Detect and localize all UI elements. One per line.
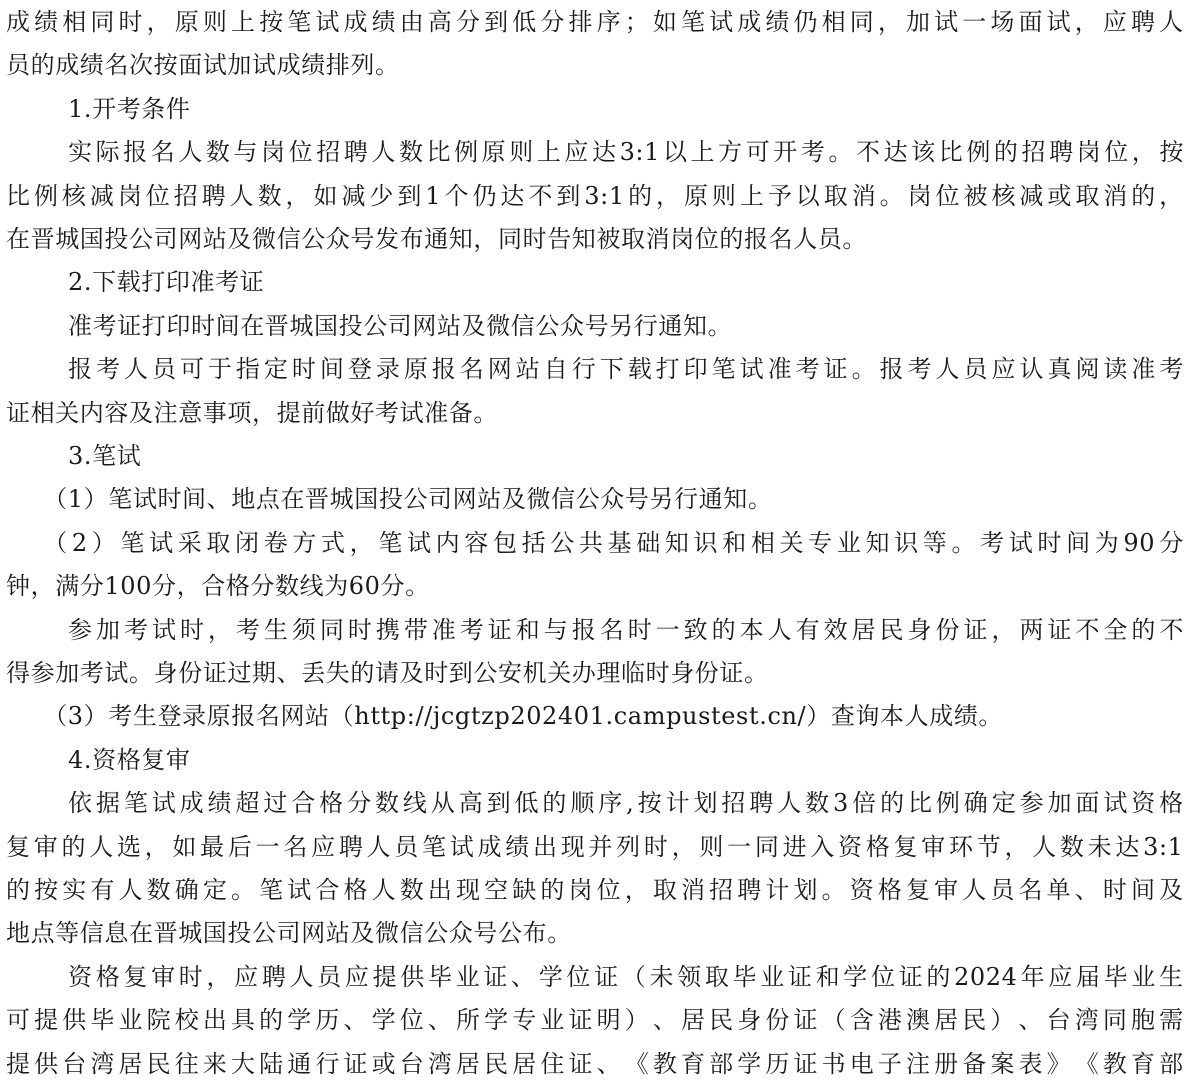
text-line: 钟，满分100分，合格分数线为60分。 (6, 572, 430, 601)
text-line: 在晋城国投公司网站及微信公众号发布通知，同时告知被取消岗位的报名人员。 (6, 225, 867, 253)
text-line: 资 格 复 审 时 ， 应 聘 人 员 应 提 供 毕 业 证 、 学 位 证 （ 未 领 取 毕 业 证 和 学 位 证 的 2024 年 应 届 毕 业 生 (68, 962, 1184, 991)
text-line: 报 考 人 员 可 于 指 定 时 间 登 录 原 报 名 网 站 自 行 下 载 打 印 笔 试 准 考 证 。 报 考 人 员 应 认 真 阅 读 准 考 (68, 355, 1184, 384)
text-line: 2.下载打印准考证 (68, 268, 265, 297)
text-line: 得参加考试。身份证过期、丢失的请及时到公安机关办理临时身份证。 (6, 659, 769, 687)
text-line: 依 据 笔 试 成 绩 超 过 合 格 分 数 线 从 高 到 低 的 顺 序 , 按 计 划 招 聘 人 数 3 倍 的 比 例 确 定 参 加 面 试 资 格 (68, 789, 1184, 818)
text-line: 地点等信息在晋城国投公司网站及微信公众号公布。 (6, 919, 572, 948)
text-line: 实 际 报 名 人 数 与 岗 位 招 聘 人 数 比 例 原 则 上 应 达 3:1 以 上 方 可 开 考 。 不 达 该 比 例 的 招 聘 岗 位 ， 按 (68, 138, 1184, 167)
text-line: 参 加 考 试 时 ， 考 生 须 同 时 携 带 准 考 证 和 与 报 名 时 一 致 的 本 人 有 效 居 民 身 份 证 ， 两 证 不 全 的 不 (68, 615, 1184, 644)
text-line: 复 审 的 人 选 ， 如 最 后 一 名 应 聘 人 员 笔 试 成 绩 出 现 并 列 时 ， 则 一 同 进 入 资 格 复 审 环 节 ， 人 数 未 达 3:1 (6, 832, 1184, 861)
text-line: 准考证打印时间在晋城国投公司网站及微信公众号另行通知。 (68, 311, 733, 340)
text-line: 成 绩 相 同 时 ， 原 则 上 按 笔 试 成 绩 由 高 分 到 低 分 排 序 ； 如 笔 试 成 绩 仍 相 同 ， 加 试 一 场 面 试 ， 应 聘 人 (6, 8, 1184, 36)
text-line: 提 供 台 湾 居 民 往 来 大 陆 通 行 证 或 台 湾 居 民 居 住 证 、 《 教 育 部 学 历 证 书 电 子 注 册 备 案 表 》 《 教 育 部 (6, 1049, 1184, 1078)
text-line: 员的成绩名次按面试加试成绩排列。 (6, 51, 400, 80)
text-line: 比 例 核 减 岗 位 招 聘 人 数 ， 如 减 少 到 1 个 仍 达 不 到 3:1 的 ， 原 则 上 予 以 取 消 。 岗 位 被 核 减 或 取 消 的 ， (6, 181, 1184, 210)
text-line: 可 提 供 毕 业 院 校 出 具 的 学 历 、 学 位 、 所 学 专 业 证 明 ） 、 居 民 身 份 证 （ 含 港 澳 居 民 ） 、 台 湾 同 胞 需 (6, 1006, 1184, 1035)
text-line: （ 2 ） 笔 试 采 取 闭 卷 方 式 ， 笔 试 内 容 包 括 公 共 基 础 知 识 和 相 关 专 业 知 识 等 。 考 试 时 间 为 90 分 (43, 528, 1184, 557)
text-line: （1）笔试时间、地点在晋城国投公司网站及微信公众号另行通知。 (43, 485, 773, 514)
text-line: 4.资格复审 (68, 745, 191, 774)
text-line: 1.开考条件 (68, 94, 191, 123)
text-line: 的 按 实 有 人 数 确 定 。 笔 试 合 格 人 数 出 现 空 缺 的 岗 位 ， 取 消 招 聘 计 划 。 资 格 复 审 人 员 名 单 、 时 间 及 (6, 876, 1184, 904)
text-line: 证相关内容及注意事项，提前做好考试准备。 (6, 398, 498, 427)
text-line: （3）考生登录原报名网站（http://jcgtzp202401.campustest.cn/）查询本人成绩。 (43, 702, 1004, 731)
text-line: 3.笔试 (68, 442, 142, 470)
